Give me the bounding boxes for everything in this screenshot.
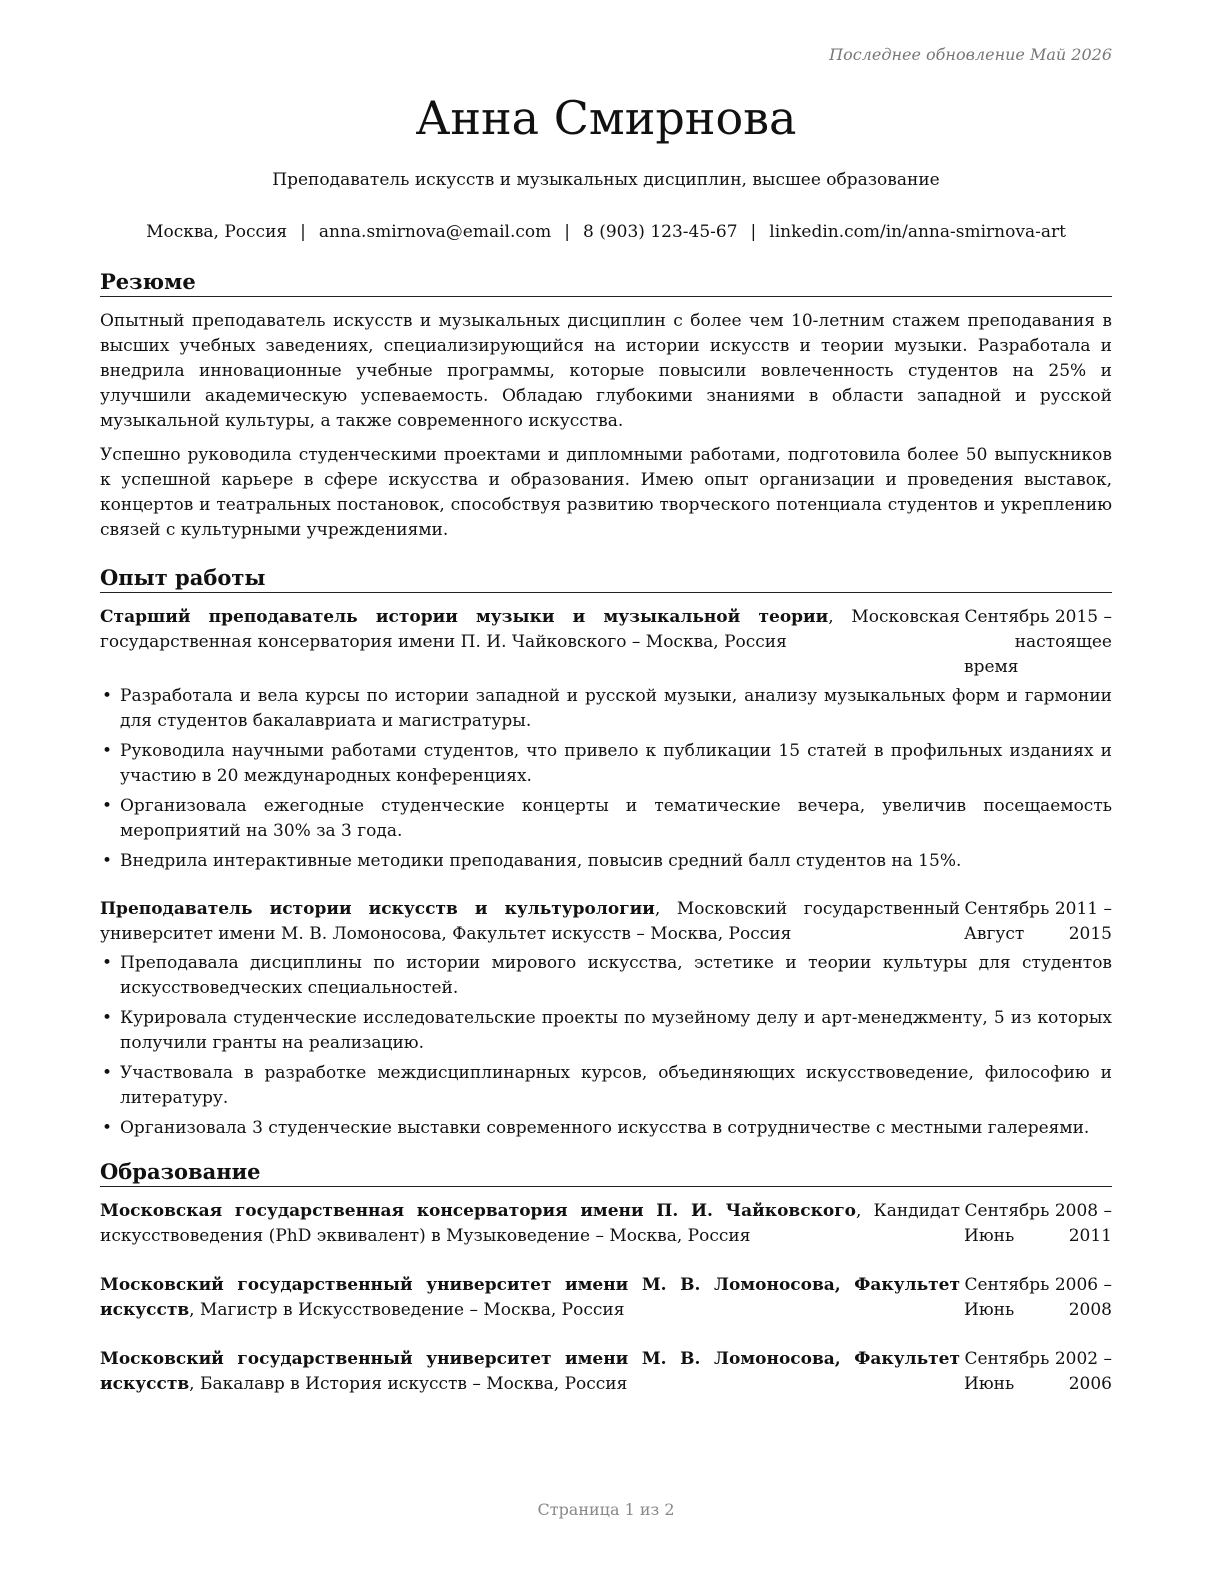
section-title-summary: Резюме [100,268,1112,297]
contact-location: Москва, Россия [146,222,288,242]
job-entry [100,897,1112,947]
job-org: , Московская государственная консерватория имени П. И. Чайковского – Москва, Россия [100,607,960,652]
education-dates: Сентябрь 2002 – Июнь 2006 [964,1349,1112,1394]
contact-line [100,220,1112,244]
contact-separator: | [300,222,306,242]
education-dates: Сентябрь 2008 – Июнь 2011 [964,1201,1112,1246]
education-heading [100,1347,960,1397]
education-entry [100,1199,1112,1249]
job-org: , Московский государственный университет имени М. В. Ломоносова, Факультет искусств – Москва, Россия [100,899,960,944]
person-name: Анна Смирнова [415,91,797,145]
job-heading [100,605,960,655]
job-bullet: • Организовала ежегодные студенческие концерты и тематические вечера, увеличив посещаемость мероприятий на 30% за 3 года. [100,794,1112,844]
education-entry [100,1347,1112,1397]
job-dates: Сентябрь 2015 – настоящее время [964,607,1112,677]
summary-paragraph: Успешно руководила студенческими проектами и дипломными работами, подготовила более 50 выпускников к успешной карьере в сфере искусства и образования. Имею опыт организации и проведения выставок, концертов и театральных постановок, способствуя развитию творческого потенциала студентов и укреплению связей с культурными учреждениями. [100,445,1112,540]
headline: Преподаватель искусств и музыкальных дисциплин, высшее образование [272,170,940,190]
job-bullet: • Организовала 3 студенческие выставки современного искусства в сотрудничестве с местными галереями. [100,1116,1112,1141]
education-school: Московский государственный университет имени М. В. Ломоносова, Факультет искусств [100,1349,960,1394]
section-title-experience: Опыт работы [100,564,1112,593]
page-number: Страница 1 из 2 [537,1500,675,1519]
job-entry [100,605,1112,680]
job-bullet: • Разработала и вела курсы по истории западной и русской музыки, анализу музыкальных форм и гармонии для студентов бакалавриата и магистратуры. [100,684,1112,734]
contact-separator: | [564,222,570,242]
job-role: Преподаватель истории искусств и культурологии [100,899,655,919]
contact-phone: 8 (903) 123-45-67 [582,222,738,242]
resume-page [100,0,1112,1584]
job-bullets [100,684,1112,874]
summary-paragraph: Опытный преподаватель искусств и музыкальных дисциплин с более чем 10-летним стажем преподавания в высших учебных заведениях, специализирующийся на истории искусств и теории музыки. Разработала и внедрила инновационные учебные программы, которые повысили вовлеченность студентов на 25% и улучшили академическую успеваемость. Обладаю глубокими знаниями в области западной и русской музыкальной культуры, а также современного искусства. [100,311,1112,431]
job-heading [100,897,960,947]
education-degree: , Магистр в Искусствоведение – Москва, Россия [189,1300,625,1320]
job-bullet: • Участвовала в разработке междисциплинарных курсов, объединяющих искусствоведение, философию и литературу. [100,1061,1112,1111]
contact-separator: | [750,222,757,242]
job-bullet: • Руководила научными работами студентов, что привело к публикации 15 статей в профильных изданиях и участию в 20 международных конференциях. [100,739,1112,789]
job-bullet: • Курировала студенческие исследовательские проекты по музейному делу и арт-менеджменту, 5 из которых получили гранты на реализацию. [100,1006,1112,1056]
education-heading [100,1199,960,1249]
section-title-education: Образование [100,1158,1112,1187]
job-bullet: • Внедрила интерактивные методики преподавания, повысив средний балл студентов на 15%. [100,849,1112,874]
job-dates: Сентябрь 2011 – Август 2015 [964,899,1112,944]
education-entry [100,1273,1112,1323]
job-role: Старший преподаватель истории музыки и музыкальной теории [100,607,829,627]
contact-linkedin[interactable]: linkedin.com/in/anna-smirnova-art [769,222,1066,242]
education-heading [100,1273,960,1323]
education-dates: Сентябрь 2006 – Июнь 2008 [964,1275,1112,1320]
last-updated: Последнее обновление Май 2026 [829,45,1112,64]
job-bullet: • Преподавала дисциплины по истории мирового искусства, эстетике и теории культуры для студентов искусствоведческих специальностей. [100,951,1112,1001]
resume-body [100,268,1112,1397]
education-degree: , Бакалавр в История искусств – Москва, Россия [189,1374,628,1394]
job-bullets [100,951,1112,1141]
education-degree: , Кандидат искусствоведения (PhD эквивалент) в Музыковедение – Москва, Россия [100,1201,960,1246]
education-school: Московская государственная консерватория имени П. И. Чайковского [100,1201,856,1221]
education-school: Московский государственный университет имени М. В. Ломоносова, Факультет искусств [100,1275,960,1320]
contact-email[interactable]: anna.smirnova@email.com [318,222,552,242]
